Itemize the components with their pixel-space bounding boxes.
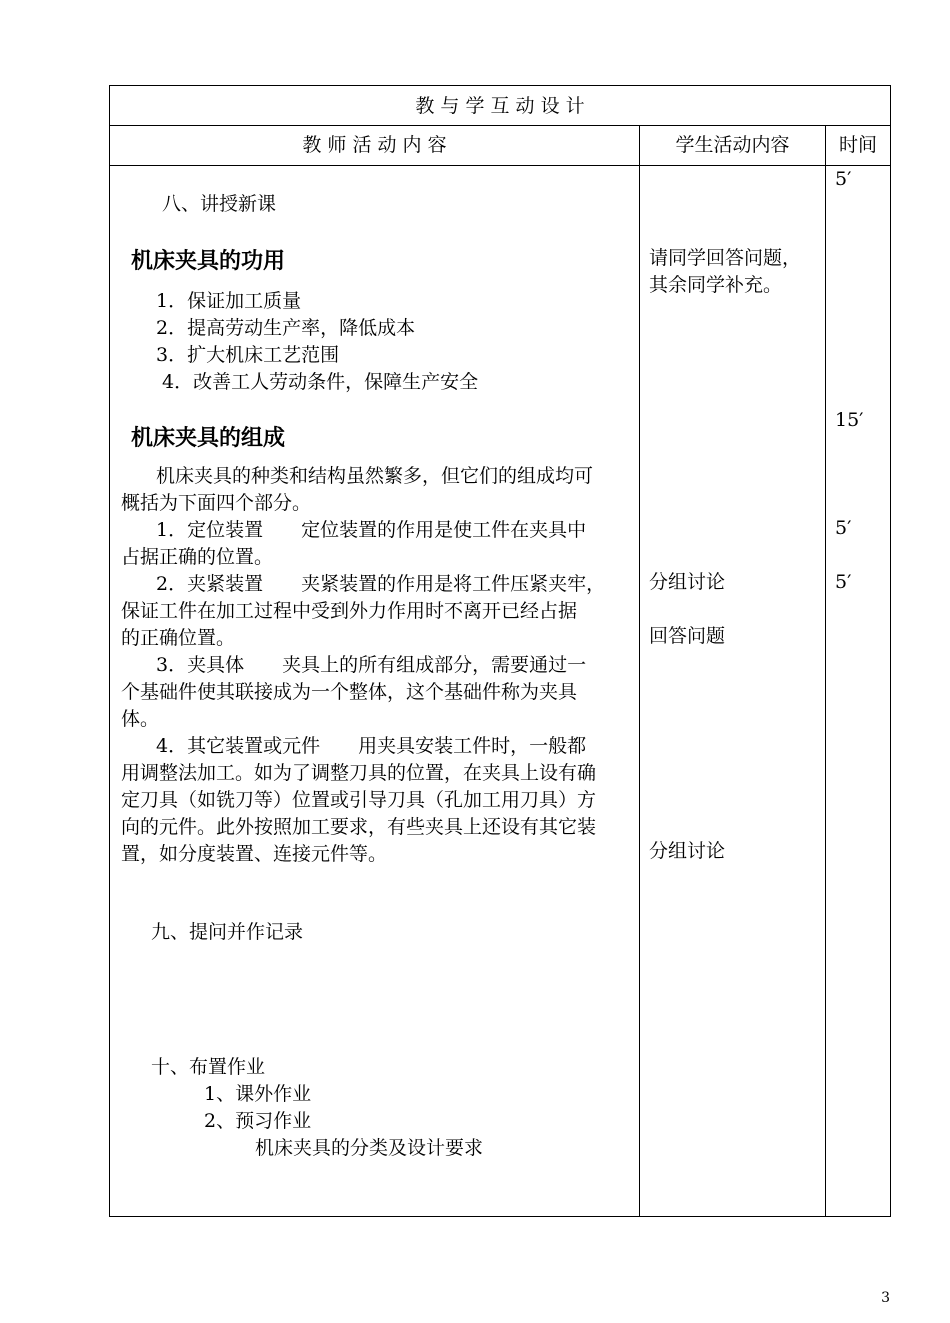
part-3-line-1: 3．夹具体 夹具上的所有组成部分，需要通过一 [156, 654, 587, 676]
section-8-title: 八、讲授新课 [162, 193, 277, 215]
student-activity-3: 回答问题 [649, 625, 726, 647]
part-2-line-2: 保证工件在加工过程中受到外力作用时不离开已经占据 [121, 600, 578, 622]
use-item-3: 3．扩大机床工艺范围 [156, 344, 340, 366]
use-item-1: 1．保证加工质量 [156, 290, 302, 312]
column-header-teacher: 教 师 活 动 内 容 [302, 134, 447, 156]
student-activity-4: 分组讨论 [649, 840, 726, 862]
part-2-line-3: 的正确位置。 [121, 627, 236, 649]
student-activity-1-line-1: 请同学回答问题， [649, 247, 802, 269]
homework-item-1: 1、课外作业 [204, 1083, 312, 1105]
use-item-2: 2．提高劳动生产率，降低成本 [156, 317, 416, 339]
part-1-line-1: 1．定位装置 定位装置的作用是使工件在夹具中 [156, 519, 587, 541]
part-4-line-4: 向的元件。此外按照加工要求，有些夹具上还设有其它装 [121, 816, 597, 838]
student-activity-2: 分组讨论 [649, 571, 726, 593]
column-divider-student-time [825, 126, 826, 1216]
part-4-line-1: 4．其它装置或元件 用夹具安装工件时，一般都 [156, 735, 587, 757]
part-4-line-3: 定刀具（如铣刀等）位置或引导刀具（孔加工用刀具）方 [121, 789, 597, 811]
time-1: 5′ [835, 168, 852, 190]
part-3-line-2: 个基础件使其联接成为一个整体，这个基础件称为夹具 [121, 681, 578, 703]
homework-item-3: 机床夹具的分类及设计要求 [255, 1137, 484, 1159]
table-title: 教 与 学 互 动 设 计 [415, 95, 585, 117]
part-4-line-5: 置，如分度装置、连接元件等。 [121, 843, 388, 865]
page-number: 3 [881, 1290, 890, 1306]
heading-fixture-composition: 机床夹具的组成 [131, 426, 286, 451]
heading-fixture-functions: 机床夹具的功用 [131, 249, 286, 274]
part-1-line-2: 占据正确的位置。 [121, 546, 274, 568]
column-header-time: 时间 [838, 134, 877, 156]
use-item-4: 4．改善工人劳动条件，保障生产安全 [162, 371, 479, 393]
part-2-line-1: 2．夹紧装置 夹紧装置的作用是将工件压紧夹牢， [156, 573, 606, 595]
column-divider-teacher-student [639, 126, 640, 1216]
part-3-line-3: 体。 [121, 708, 160, 730]
column-header-student: 学生活动内容 [675, 134, 790, 156]
interaction-design-table [109, 85, 891, 1217]
time-4: 5′ [835, 571, 852, 593]
time-2: 15′ [835, 409, 864, 431]
student-activity-1-line-2: 其余同学补充。 [649, 274, 783, 296]
intro-line-1: 机床夹具的种类和结构虽然繁多，但它们的组成均可 [156, 465, 594, 487]
header-divider [110, 165, 890, 166]
part-4-line-2: 用调整法加工。如为了调整刀具的位置，在夹具上设有确 [121, 762, 597, 784]
time-3: 5′ [835, 517, 852, 539]
homework-item-2: 2、预习作业 [204, 1110, 312, 1132]
section-10-title: 十、布置作业 [151, 1056, 266, 1078]
section-9-title: 九、提问并作记录 [151, 921, 304, 943]
intro-line-2: 概括为下面四个部分。 [121, 492, 312, 514]
